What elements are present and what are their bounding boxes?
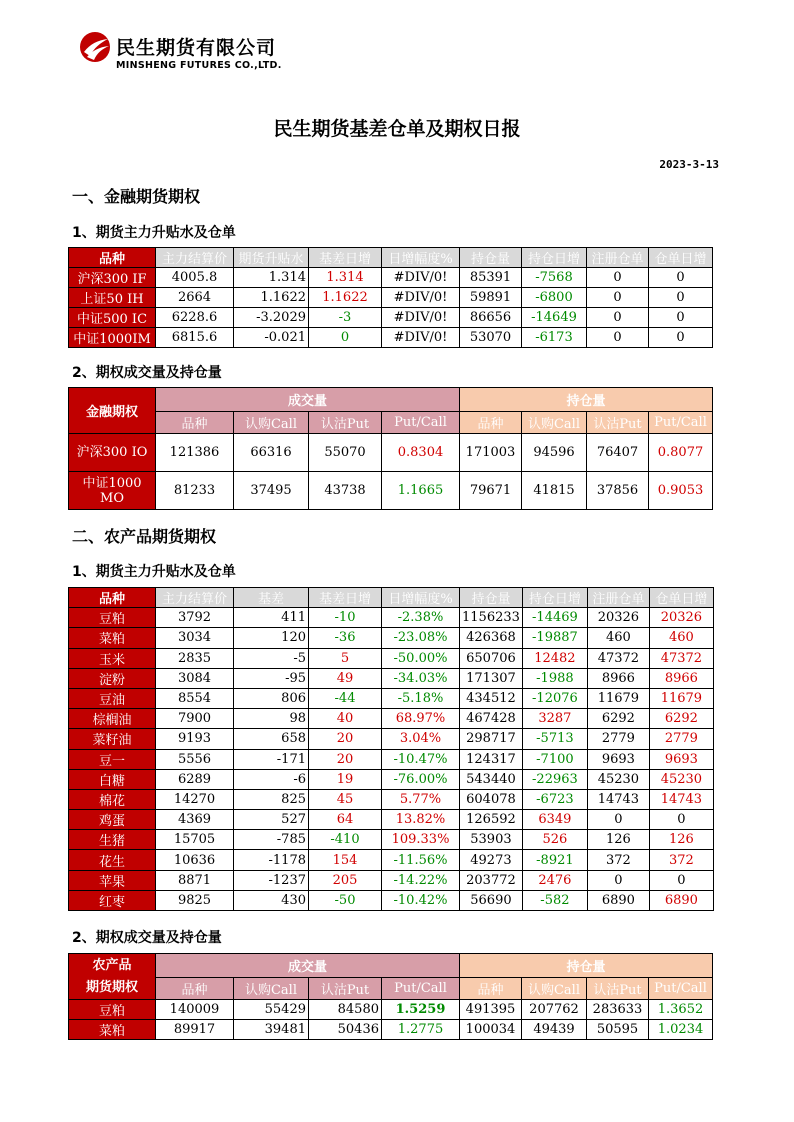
table-cell: 81233 [156,472,234,510]
table-row [69,268,713,288]
section-agri-title: 二、农产品期货期权 [72,527,217,546]
table-cell: 806 [234,688,309,708]
table-cell: -10.47% [382,749,460,769]
table-cell: 9693 [649,749,713,769]
table-cell: 0 [587,288,649,308]
column-header: 认沽Put [309,978,382,1000]
table-cell: 6292 [587,709,649,729]
table-cell: -6800 [522,288,587,308]
product-name: 菜粕 [69,628,156,648]
table-cell: 0 [649,810,713,830]
table-cell: 86656 [460,308,522,328]
column-header: 认购Call [234,978,309,1000]
table-cell: 50595 [587,1020,649,1040]
product-name: 淀粉 [69,668,156,688]
column-header: Put/Call [382,412,460,434]
table-cell: 59891 [460,288,522,308]
table-cell: 2835 [156,648,234,668]
table-cell: #DIV/0! [382,308,460,328]
table-cell: 126 [649,830,713,850]
table-cell: 45230 [587,769,649,789]
table-cell: 2779 [649,729,713,749]
product-name: 花生 [69,850,156,870]
table-cell: 5 [309,648,382,668]
column-header: 认购Call [522,978,587,1000]
table-cell: 9193 [156,729,234,749]
table-cell: 126 [587,830,649,850]
table-cell: 0 [587,308,649,328]
column-header: Put/Call [649,412,713,434]
product-name: 菜粕 [69,1020,156,1040]
table-row [69,472,713,510]
column-header: 注册仓单 [587,248,649,268]
column-header: 基差 [234,588,309,608]
table-cell: -7568 [522,268,587,288]
table-cell: 55429 [234,1000,309,1020]
table-cell: #DIV/0! [382,328,460,348]
table-row [69,1000,713,1020]
table-cell: 207762 [522,1000,587,1020]
table-cell: 39481 [234,1020,309,1040]
table-cell: 6292 [649,709,713,729]
table-cell: 12482 [522,648,587,668]
table-cell: 8966 [649,668,713,688]
column-header: 认沽Put [587,978,649,1000]
group-header-row [69,954,713,978]
column-header: 认购Call [234,412,309,434]
table-cell: -7100 [522,749,587,769]
volume-group-header: 成交量 [156,388,460,412]
product-name: 白糖 [69,769,156,789]
table-cell: 6890 [649,890,713,910]
table-header-row [69,588,714,608]
column-header: 主力结算价 [156,588,234,608]
table-cell: 825 [234,789,309,809]
table-cell: 283633 [587,1000,649,1020]
table-row [69,850,714,870]
table-cell: 6815.6 [156,328,234,348]
table-cell: 0 [649,288,713,308]
product-name: 菜籽油 [69,729,156,749]
table-cell: -23.08% [382,628,460,648]
product-name: 豆粕 [69,608,156,628]
column-header: 品种 [69,588,156,608]
table-cell: 140009 [156,1000,234,1020]
table-cell: 3287 [522,709,587,729]
column-header: 持仓日增 [522,248,587,268]
financial-options-table [68,387,713,510]
table-cell: -3.2029 [234,308,309,328]
table-cell: 171307 [460,668,523,688]
table-cell: 2779 [587,729,649,749]
table-row [69,870,714,890]
table-row [69,789,714,809]
options-group-name: 金融期权 [69,388,156,434]
column-header: 持仓日增 [522,588,587,608]
table-cell: 66316 [234,434,309,472]
column-header: 品种 [156,978,234,1000]
product-name: 鸡蛋 [69,810,156,830]
section-agri-sub2: 2、期权成交量及持仓量 [72,930,222,946]
table-cell: 84580 [309,1000,382,1020]
table-cell: 49273 [460,850,523,870]
table-cell: #DIV/0! [382,268,460,288]
table-row [69,1020,713,1040]
table-cell: 37856 [587,472,649,510]
table-cell: 4005.8 [156,268,234,288]
table-cell: 1.2775 [382,1020,460,1040]
table-cell: 14270 [156,789,234,809]
table-cell: 4369 [156,810,234,830]
financial-futures-table [68,247,713,348]
table-cell: 9693 [587,749,649,769]
product-name: 玉米 [69,648,156,668]
table-cell: 1156233 [460,608,523,628]
table-cell: 0.8077 [649,434,713,472]
table-cell: -6173 [522,328,587,348]
table-cell: -1178 [234,850,309,870]
agri-options-table [68,953,713,1040]
product-name: 沪深300 IO [69,434,156,472]
table-cell: 0.8304 [382,434,460,472]
table-row [69,434,713,472]
table-row [69,810,714,830]
company-logo [78,30,308,76]
agri-futures-table [68,587,714,911]
table-cell: 64 [309,810,382,830]
table-cell: 0.9053 [649,472,713,510]
column-header: 仓单日增 [649,248,713,268]
column-header: 持仓量 [460,588,523,608]
table-cell: -6723 [522,789,587,809]
table-row [69,749,714,769]
table-cell: 19 [309,769,382,789]
table-cell: 76407 [587,434,649,472]
table-cell: 1.3652 [649,1000,713,1020]
table-cell: 98 [234,709,309,729]
table-cell: -14469 [522,608,587,628]
table-cell: 460 [587,628,649,648]
table-cell: 0 [649,308,713,328]
table-cell: 527 [234,810,309,830]
table-row [69,648,714,668]
table-cell: 6890 [587,890,649,910]
table-cell: -5 [234,648,309,668]
table-cell: 40 [309,709,382,729]
table-cell: -785 [234,830,309,850]
table-cell: 53070 [460,328,522,348]
table-cell: 1.314 [234,268,309,288]
table-row [69,288,713,308]
table-row [69,668,714,688]
options-group-name [69,954,156,1000]
product-name: 豆一 [69,749,156,769]
column-header: Put/Call [382,978,460,1000]
table-cell: -50.00% [382,648,460,668]
table-cell: 1.1622 [234,288,309,308]
table-cell: 79671 [460,472,522,510]
table-cell: 15705 [156,830,234,850]
section-agri-sub1: 1、期货主力升贴水及仓单 [72,564,236,580]
column-header: 日增幅度% [382,588,460,608]
table-cell: 0 [587,268,649,288]
table-cell: 543440 [460,769,523,789]
product-name: 沪深300 IF [69,268,156,288]
section-financial-title: 一、金融期货期权 [72,187,201,206]
table-cell: 10636 [156,850,234,870]
table-cell: 6289 [156,769,234,789]
table-cell: 526 [522,830,587,850]
product-name: 上证50 IH [69,288,156,308]
table-cell: 20 [309,729,382,749]
table-cell: 0 [649,328,713,348]
oi-group-header: 持仓量 [460,954,713,978]
table-cell: 5556 [156,749,234,769]
column-header: 品种 [460,978,522,1000]
table-cell: 68.97% [382,709,460,729]
table-cell: 47372 [649,648,713,668]
table-row [69,328,713,348]
table-cell: 8554 [156,688,234,708]
table-cell: 14743 [587,789,649,809]
table-cell: 3034 [156,628,234,648]
product-name: 棕榈油 [69,709,156,729]
table-cell: 109.33% [382,830,460,850]
table-cell: 8966 [587,668,649,688]
column-header: 认沽Put [309,412,382,434]
table-cell: 1.0234 [649,1020,713,1040]
product-name: 棉花 [69,789,156,809]
table-cell: 426368 [460,628,523,648]
table-cell: 604078 [460,789,523,809]
table-cell: 154 [309,850,382,870]
table-cell: -5713 [522,729,587,749]
column-header: Put/Call [649,978,713,1000]
product-name: 苹果 [69,870,156,890]
column-header: 主力结算价 [156,248,234,268]
table-cell: -3 [309,308,382,328]
table-cell: -50 [309,890,382,910]
table-cell: 372 [587,850,649,870]
table-cell: 41815 [522,472,587,510]
table-cell: -44 [309,688,382,708]
table-cell: 14743 [649,789,713,809]
table-cell: -36 [309,628,382,648]
company-name-en: MINSHENG FUTURES CO.,LTD. [116,60,282,71]
table-cell: 460 [649,628,713,648]
table-cell: 45230 [649,769,713,789]
table-cell: -10 [309,608,382,628]
table-row [69,769,714,789]
column-header-row [69,412,713,434]
options-group-name-line1: 农产品 [92,957,132,973]
table-cell: 55070 [309,434,382,472]
table-cell: -10.42% [382,890,460,910]
table-cell: 20326 [649,608,713,628]
table-cell: 0 [649,268,713,288]
table-cell: 50436 [309,1020,382,1040]
table-row [69,688,714,708]
table-cell: 7900 [156,709,234,729]
table-cell: -34.03% [382,668,460,688]
table-cell: 100034 [460,1020,522,1040]
table-cell: -1237 [234,870,309,890]
table-cell: -11.56% [382,850,460,870]
product-name: 中证500 IC [69,308,156,328]
table-cell: 11679 [587,688,649,708]
table-cell: -6 [234,769,309,789]
table-cell: 372 [649,850,713,870]
table-cell: -95 [234,668,309,688]
table-cell: 124317 [460,749,523,769]
table-cell: -14.22% [382,870,460,890]
table-cell: 37495 [234,472,309,510]
section-financial-sub2: 2、期权成交量及持仓量 [72,365,222,381]
table-cell: -0.021 [234,328,309,348]
table-cell: 45 [309,789,382,809]
table-cell: 298717 [460,729,523,749]
table-cell: 8871 [156,870,234,890]
column-header: 品种 [460,412,522,434]
oi-group-header: 持仓量 [460,388,713,412]
column-header: 品种 [156,412,234,434]
table-cell: -5.18% [382,688,460,708]
table-header-row [69,248,713,268]
column-header: 持仓量 [460,248,522,268]
table-cell: 1.5259 [382,1000,460,1020]
table-cell: 53903 [460,830,523,850]
table-cell: 0 [587,328,649,348]
column-header: 仓单日增 [649,588,713,608]
product-name: 生猪 [69,830,156,850]
table-cell: 467428 [460,709,523,729]
table-cell: 3.04% [382,729,460,749]
table-cell: -171 [234,749,309,769]
table-cell: 47372 [587,648,649,668]
table-cell: -76.00% [382,769,460,789]
table-row [69,608,714,628]
report-title: 民生期货基差仓单及期权日报 [273,118,521,140]
table-cell: 20 [309,749,382,769]
section-financial-sub1: 1、期货主力升贴水及仓单 [72,225,236,241]
options-group-name-line2: 期货期权 [85,979,138,995]
table-cell: 20326 [587,608,649,628]
table-cell: 491395 [460,1000,522,1020]
column-header: 认购Call [522,412,587,434]
table-cell: -410 [309,830,382,850]
product-name: 中证1000 MO [69,472,156,510]
product-name: 红枣 [69,890,156,910]
table-cell: 1.314 [309,268,382,288]
product-name: 中证1000IM [69,328,156,348]
group-header-row [69,388,713,412]
column-header: 日增幅度% [382,248,460,268]
column-header: 认沽Put [587,412,649,434]
table-cell: 49439 [522,1020,587,1040]
table-row [69,628,714,648]
table-cell: 85391 [460,268,522,288]
table-cell: 49 [309,668,382,688]
table-cell: 121386 [156,434,234,472]
table-cell: 6228.6 [156,308,234,328]
table-cell: 3084 [156,668,234,688]
table-cell: 1.1622 [309,288,382,308]
table-cell: 171003 [460,434,522,472]
column-header: 注册仓单 [587,588,649,608]
table-cell: 11679 [649,688,713,708]
minsheng-logo-icon [78,30,112,64]
company-name-cn: 民生期货有限公司 [116,37,277,59]
table-cell: 0 [309,328,382,348]
table-cell: 203772 [460,870,523,890]
table-cell: 94596 [522,434,587,472]
table-cell: -14649 [522,308,587,328]
table-cell: 43738 [309,472,382,510]
table-cell: -22963 [522,769,587,789]
table-cell: 56690 [460,890,523,910]
column-header: 期货升贴水 [234,248,309,268]
table-cell: #DIV/0! [382,288,460,308]
table-cell: -582 [522,890,587,910]
table-cell: 9825 [156,890,234,910]
column-header: 基差日增 [309,248,382,268]
table-cell: 126592 [460,810,523,830]
table-cell: -12076 [522,688,587,708]
table-row [69,729,714,749]
column-header: 基差日增 [309,588,382,608]
product-name: 豆油 [69,688,156,708]
table-cell: 658 [234,729,309,749]
report-date: 2023-3-13 [659,158,719,171]
volume-group-header: 成交量 [156,954,460,978]
table-cell: 13.82% [382,810,460,830]
table-cell: 411 [234,608,309,628]
table-cell: 1.1665 [382,472,460,510]
product-name: 豆粕 [69,1000,156,1020]
table-cell: 2476 [522,870,587,890]
table-cell: 0 [649,870,713,890]
table-row [69,830,714,850]
table-cell: 205 [309,870,382,890]
column-header: 品种 [69,248,156,268]
table-cell: 2664 [156,288,234,308]
table-row [69,709,714,729]
table-cell: 0 [587,810,649,830]
table-cell: 650706 [460,648,523,668]
table-cell: -19887 [522,628,587,648]
table-row [69,890,714,910]
table-cell: -8921 [522,850,587,870]
table-cell: 434512 [460,688,523,708]
table-cell: 0 [587,870,649,890]
column-header-row [69,978,713,1000]
table-cell: 120 [234,628,309,648]
table-cell: 430 [234,890,309,910]
table-cell: -2.38% [382,608,460,628]
table-cell: 5.77% [382,789,460,809]
table-cell: 89917 [156,1020,234,1040]
table-cell: 3792 [156,608,234,628]
table-cell: -1988 [522,668,587,688]
table-row [69,308,713,328]
table-cell: 6349 [522,810,587,830]
